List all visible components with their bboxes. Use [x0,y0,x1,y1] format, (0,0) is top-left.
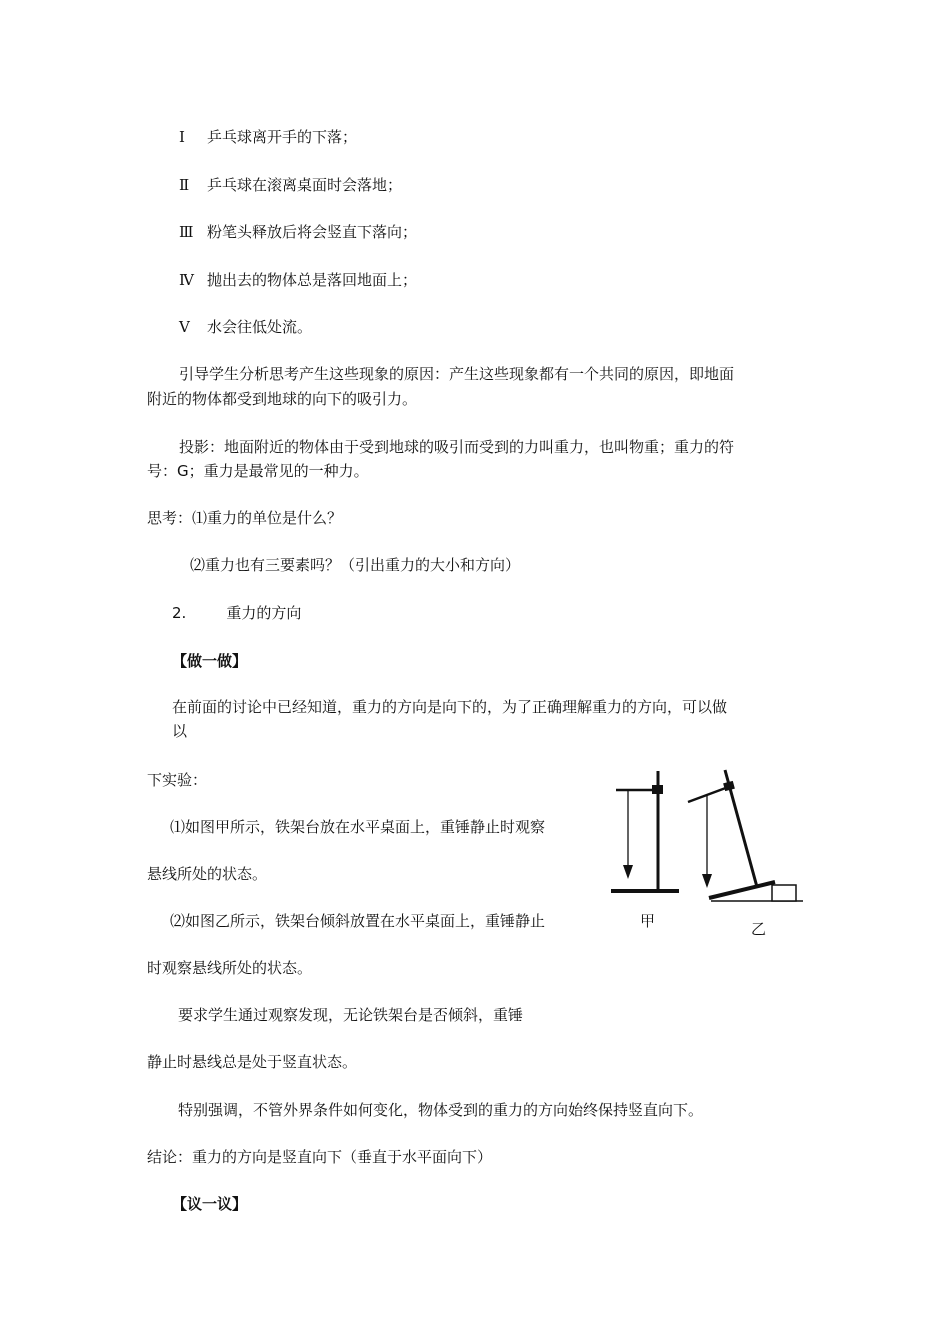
list-item [179,126,357,148]
list-number: Ⅰ [179,128,185,146]
do-it-heading: 【做一做】 [172,652,248,670]
stand-base [709,882,775,898]
list-item [179,269,417,291]
figure-caption-b: 乙 [751,920,767,938]
arrow-down-icon [623,865,633,879]
section-title: 重力的方向 [226,604,302,622]
list-text: 水会往低处流。 [207,318,313,336]
figure-caption-a: 甲 [640,912,656,930]
list-text: 抛出去的物体总是落回地面上； [207,271,418,289]
discuss-heading: 【议一议】 [172,1195,248,1213]
list-item [179,221,417,243]
think-question-2: ⑵重力也有三要素吗？（引出重力的大小和方向） [190,556,521,574]
list-number: Ⅳ [179,271,194,289]
conclusion-text: 结论：重力的方向是竖直向下（垂直于水平面向下） [147,1148,493,1166]
guide-line-2: 附近的物体都受到地球的向下的吸引力。 [147,390,418,408]
experiment-2-line-2: 时观察悬线所处的状态。 [147,959,313,977]
wedge-block [772,885,796,901]
requirement-line-2: 静止时悬线总是处于竖直状态。 [147,1053,358,1071]
think-question-1: 思考：⑴重力的单位是什么？ [147,509,343,527]
intro-line-1: 在前面的讨论中已经知道，重力的方向是向下的，为了正确理解重力的方向，可以做 [172,698,728,716]
emphasis-text: 特别强调，不管外界条件如何变化，物体受到的重力的方向始终保持竖直向下。 [178,1101,704,1119]
experiment-1-line-1: ⑴如图甲所示，铁架台放在水平桌面上，重锤静止时观察 [170,818,546,836]
section-heading [172,602,301,624]
guide-line-1: 引导学生分析思考产生这些现象的原因：产生这些现象都有一个共同的原因，即地面 [179,365,735,383]
figure-tilted-stand [683,760,808,905]
section-number: 2. [172,604,187,622]
projection-line-2: 号：G；重力是最常见的一种力。 [147,462,369,480]
intro-line-3: 下实验： [147,771,208,789]
experiment-2-line-1: ⑵如图乙所示，铁架台倾斜放置在水平桌面上，重锤静止 [170,912,546,930]
list-text: 乒乓球离开手的下落； [207,128,358,146]
list-number: Ⅱ [179,176,190,194]
requirement-line-1: 要求学生通过观察发现，无论铁架台是否倾斜，重锤 [178,1006,524,1024]
projection-line-1: 投影：地面附近的物体由于受到地球的吸引而受到的力叫重力，也叫物重；重力的符 [179,438,735,456]
list-text: 乒乓球在滚离桌面时会落地； [207,176,403,194]
stand-base [611,889,679,893]
list-text: 粉笔头释放后将会竖直下落向； [207,223,418,241]
list-item [179,316,312,338]
experiment-1-line-2: 悬线所处的状态。 [147,865,268,883]
list-number: Ⅲ [179,223,194,241]
intro-line-2: 以 [172,722,188,740]
arrow-down-icon [702,874,712,888]
list-item [179,174,402,196]
stand-arm [688,786,731,802]
list-number: Ⅴ [179,318,190,336]
